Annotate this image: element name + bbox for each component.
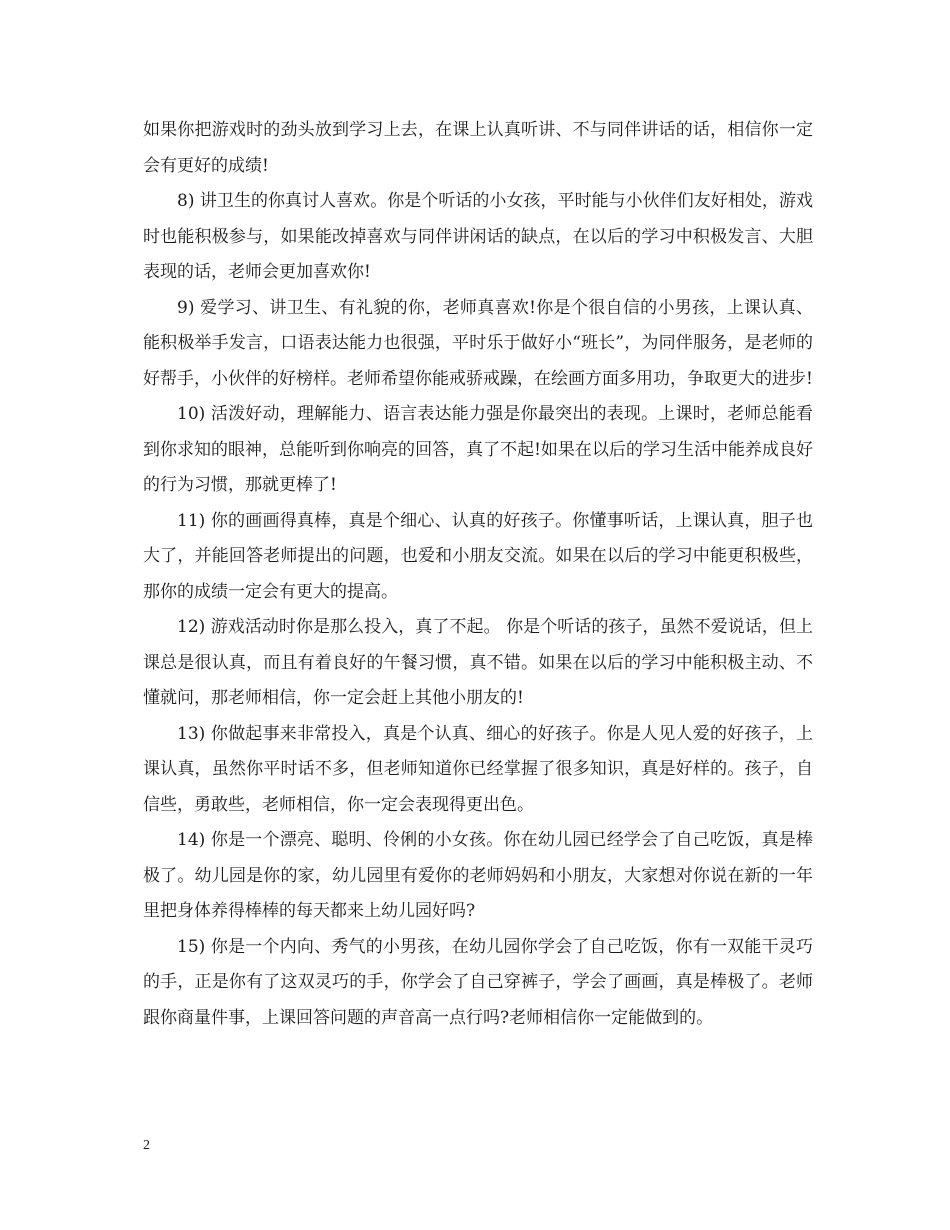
paragraph-comment-14: 14) 你是一个漂亮、聪明、伶俐的小女孩。你在幼儿园已经学会了自己吃饭，真是棒极了。幼儿园是你的家，幼儿园里有爱你的老师妈妈和小朋友，大家想对你说在新的一年里把身体养得棒棒的每天都来上幼儿园好吗? [143, 830, 813, 921]
paragraph-comment-13: 13) 你做起事来非常投入，真是个认真、细心的好孩子。你是人见人爱的好孩子，上课认真，虽然你平时话不多，但老师知道你已经掌握了很多知识，真是好样的。孩子，自信些，勇敢些，老师相信，你一定会表现得更出色。 [143, 723, 813, 815]
paragraph-comment-10: 10) 活泼好动，理解能力、语言表达能力强是你最突出的表现。上课时，老师总能看到你求知的眼神，总能听到你响亮的回答，真了不起!如果在以后的学习生活中能养成良好的行为习惯，那就更棒了! [143, 404, 813, 495]
paragraph-continuation: 如果你把游戏时的劲头放到学习上去，在课上认真听讲、不与同伴讲话的话，相信你一定会有更好的成绩! [143, 120, 813, 176]
page-number: 2 [143, 1138, 150, 1153]
paragraph-comment-8: 8) 讲卫生的你真讨人喜欢。你是个听话的小女孩，平时能与小伙伴们友好相处，游戏时也能积极参与，如果能改掉喜欢与同伴讲闲话的缺点，在以后的学习中积极发言、大胆表现的话，老师会更加喜欢你! [143, 191, 813, 282]
paragraph-comment-15: 15) 你是一个内向、秀气的小男孩，在幼儿园你学会了自己吃饭，你有一双能干灵巧的手，正是你有了这双灵巧的手，你学会了自己穿裤子，学会了画画，真是棒极了。老师跟你商量件事，上课回答问题的声音高一点行吗?老师相信你一定能做到的。 [143, 936, 813, 1028]
paragraph-comment-12: 12) 游戏活动时你是那么投入，真了不起。 你是个听话的孩子，虽然不爱说话，但上课总是很认真，而且有着良好的午餐习惯，真不错。如果在以后的学习中能积极主动、不懂就问，那老师相信，你一定会赶上其他小朋友的! [143, 617, 813, 708]
paragraph-comment-11: 11) 你的画画得真棒，真是个细心、认真的好孩子。你懂事听话，上课认真，胆子也大了，并能回答老师提出的问题，也爱和小朋友交流。如果在以后的学习中能更积极些，那你的成绩一定会有更大的提高。 [143, 510, 813, 602]
paragraph-comment-9: 9) 爱学习、讲卫生、有礼貌的你，老师真喜欢!你是个很自信的小男孩，上课认真、能积极举手发言，口语表达能力也很强，平时乐于做好小“班长”，为同伴服务，是老师的好帮手，小伙伴的好榜样。老师希望你能戒骄戒躁，在绘画方面多用功，争取更大的进步! [143, 297, 813, 389]
document-body [143, 113, 813, 1036]
